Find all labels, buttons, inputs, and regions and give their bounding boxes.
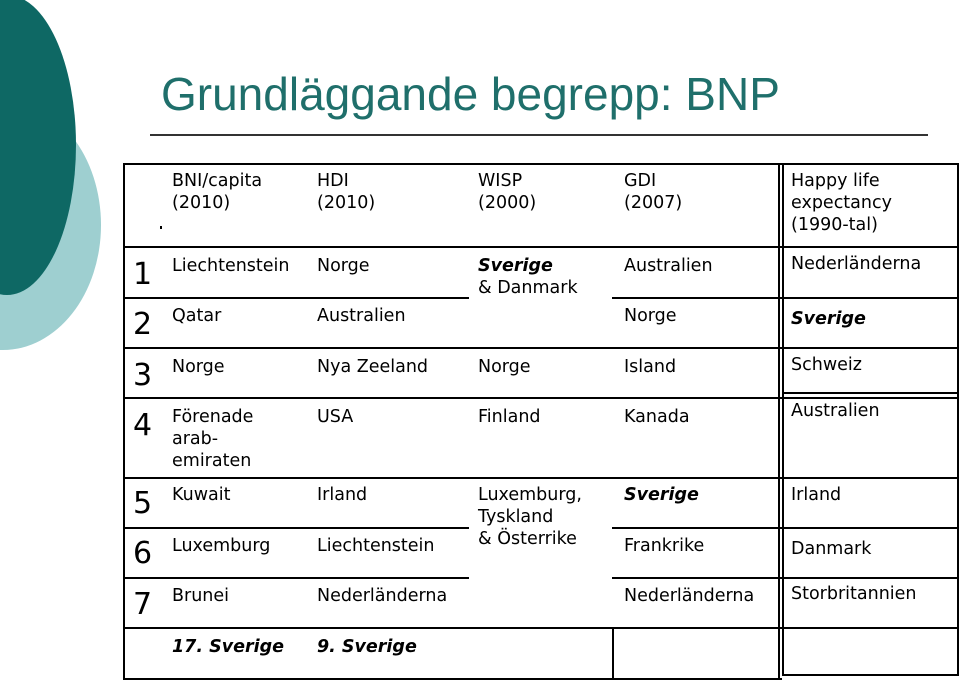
hdi-cell: Norge	[317, 256, 370, 276]
stray-dot	[160, 226, 162, 229]
wisp-cell: Sverige & Danmark	[478, 256, 578, 298]
bni-cell: Brunei	[172, 586, 230, 606]
gdi-cell: Island	[624, 357, 677, 377]
gdi-cell: Nederländerna	[624, 586, 755, 606]
row-line	[123, 527, 469, 529]
gdi-cell: Australien	[624, 256, 713, 276]
row-line	[612, 527, 959, 529]
happy-cell: Nederländerna	[791, 254, 922, 274]
hdi-cell: Australien	[317, 306, 406, 326]
wisp-cell: Finland	[478, 407, 541, 427]
happy-cell: Storbritannien	[791, 584, 917, 604]
gdi-cell: Frankrike	[624, 536, 705, 556]
bni-cell: Förenade arab- emiraten	[172, 407, 254, 471]
table-divider-last-row	[612, 627, 614, 678]
table-divider-gdi	[778, 163, 780, 680]
happy-cell: Irland	[791, 485, 842, 505]
sweden-highlight: Sverige	[478, 256, 553, 276]
happy-cell: Danmark	[791, 539, 872, 559]
sweden-rank-hdi: 9. Sverige	[317, 637, 417, 657]
table-divider-happy	[782, 163, 784, 676]
bni-cell: Kuwait	[172, 485, 231, 505]
rank-number: 6	[133, 536, 153, 571]
bni-cell: Qatar	[172, 306, 222, 326]
sweden-rank-bni: 17. Sverige	[172, 637, 284, 657]
row-line	[123, 577, 469, 579]
happy-cell: Australien	[791, 401, 880, 421]
bni-cell: Luxemburg	[172, 536, 271, 556]
header-wisp: WISP (2000)	[478, 171, 537, 213]
hdi-cell: USA	[317, 407, 354, 427]
table-border-top	[123, 163, 959, 165]
row-line	[612, 297, 959, 299]
row-line	[123, 297, 469, 299]
happy-cell: Schweiz	[791, 355, 862, 375]
bni-cell: Liechtenstein	[172, 256, 290, 276]
row-line	[782, 392, 959, 394]
gdi-cell: Kanada	[624, 407, 690, 427]
header-bni: BNI/capita (2010)	[172, 171, 263, 213]
rank-number: 2	[133, 307, 153, 342]
gdi-cell: Norge	[624, 306, 677, 326]
wisp-cell: Norge	[478, 357, 531, 377]
title-underline	[150, 134, 928, 136]
table-border-bottom	[123, 678, 782, 680]
row-line	[123, 397, 959, 399]
wisp-cell: Luxemburg, Tyskland & Österrike	[478, 485, 582, 549]
gdi-cell-sweden: Sverige	[624, 485, 699, 505]
row-line	[123, 347, 959, 349]
happy-cell-sweden: Sverige	[791, 309, 866, 329]
table-border-bottom-right	[782, 674, 959, 676]
hdi-cell: Nederländerna	[317, 586, 448, 606]
header-hdi: HDI (2010)	[317, 171, 376, 213]
rank-number: 5	[133, 486, 153, 521]
row-line	[123, 477, 959, 479]
row-line	[123, 246, 959, 248]
table-border-left	[123, 163, 125, 680]
hdi-cell: Nya Zeeland	[317, 357, 429, 377]
rank-number: 3	[133, 358, 153, 393]
rank-number: 7	[133, 587, 153, 622]
rank-number: 1	[133, 257, 153, 292]
slide-title: Grundläggande begrepp: BNP	[161, 68, 780, 120]
rank-number: 4	[133, 408, 153, 443]
hdi-cell: Irland	[317, 485, 368, 505]
header-happy-life: Happy life expectancy (1990-tal)	[791, 171, 892, 235]
row-line	[123, 627, 959, 629]
bni-cell: Norge	[172, 357, 225, 377]
hdi-cell: Liechtenstein	[317, 536, 435, 556]
header-gdi: GDI (2007)	[624, 171, 683, 213]
row-line	[612, 577, 959, 579]
